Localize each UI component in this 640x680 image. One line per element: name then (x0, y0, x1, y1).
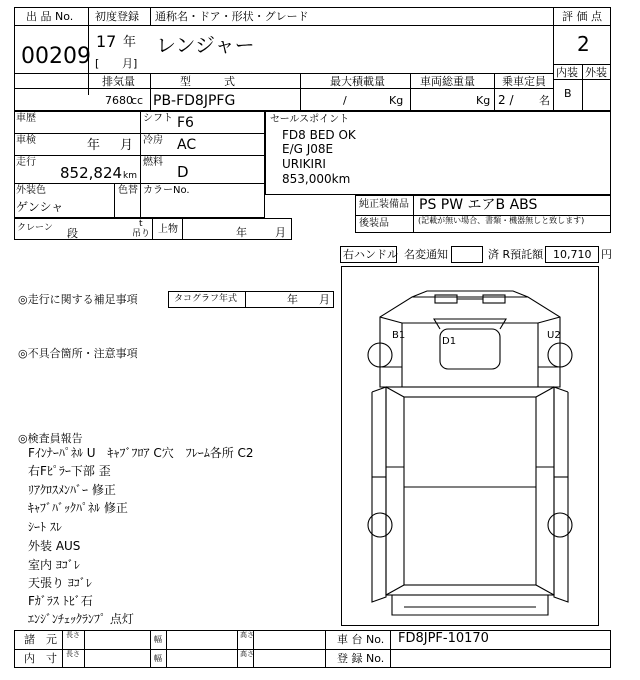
inspector-line: 右Fﾋﾟﾗｰ下部 歪 (28, 464, 111, 478)
truck-diagram (341, 266, 599, 626)
upper-month: 月 (275, 226, 286, 239)
capacity-value: 2 / (498, 93, 514, 107)
year-unit: 年 (123, 35, 137, 50)
gross-weight-unit: Kg (476, 94, 491, 107)
shift-label: シフト (143, 113, 173, 124)
lot-no: 00209 (21, 44, 91, 69)
inspector-line: Fｲﾝﾅｰﾊﾟﾈﾙ U ｷｬﾌﾞﾌﾛｱ C穴 ﾌﾚｰﾑ各所 C2 (28, 446, 254, 460)
sales-point-line: 853,000km (282, 172, 351, 186)
cc-unit: cc (131, 94, 144, 107)
first-reg-label: 初度登録 (95, 10, 139, 23)
damage-label-d1: D1 (442, 336, 457, 347)
sales-point-line: FD8 BED OK (282, 128, 356, 142)
exterior-color: ゲンシャ (16, 200, 64, 214)
fuel-value: D (177, 163, 189, 181)
shift-value: F6 (177, 115, 194, 131)
deposit-label: 済 R預託額 (488, 248, 544, 261)
inspector-report-label: ◎検査員報告 (18, 432, 83, 445)
exterior-grade-label: 外装 (585, 66, 607, 79)
exterior-color-label: 外装色 (16, 185, 46, 196)
rhd-label: 右ハンドル (343, 248, 398, 261)
inspector-line: 天張り ﾖｺﾞﾚ (28, 576, 92, 590)
ac-label: 冷房 (143, 135, 163, 146)
fuel-label: 燃料 (143, 157, 163, 168)
inspector-line: ﾘｱｸﾛｽﾒﾝﾊﾞｰ 修正 (28, 483, 116, 497)
interior-height-label: 高さ (240, 650, 254, 658)
truck-outline (342, 267, 598, 625)
interior-grade: B (564, 87, 572, 100)
mileage-value: 852,824 (60, 164, 123, 182)
interior-grade-label: 内装 (556, 66, 578, 79)
crane-label: クレーン (17, 223, 53, 233)
chassis-no: FD8JPF-10170 (398, 631, 489, 646)
after-parts-note: (記載が無い場合、書類・機器無しと致します) (418, 216, 585, 225)
name-change-box (451, 246, 483, 263)
crane-steps: 段 (67, 227, 78, 240)
after-parts-label: 後装品 (359, 218, 389, 229)
upper-year: 年 (236, 226, 247, 239)
chassis-no-label: 車 台 No. (337, 633, 385, 646)
inspection-month: 月 (120, 138, 134, 153)
gross-weight-label: 車両総重量 (420, 75, 475, 88)
interior-dims-label: 内 寸 (24, 652, 57, 665)
sales-point-line: E/G J08E (282, 142, 334, 156)
upper-body-label: 上物 (158, 224, 178, 235)
max-load-value: / (343, 94, 347, 107)
inspector-line: Fｶﾞﾗｽ ﾄﾋﾞ石 (28, 594, 93, 608)
color-change-label: 色替 (118, 185, 138, 196)
inspector-line: ｷｬﾌﾞﾊﾞｯｸﾊﾟﾈﾙ 修正 (28, 501, 128, 515)
capacity-label: 乗車定員 (502, 75, 546, 88)
first-reg-year: 17 (96, 32, 117, 51)
month-bracket-open: [ (95, 57, 100, 70)
capacity-unit: 名 (539, 94, 550, 107)
km-unit: km (123, 171, 137, 181)
grade-label: 評 価 点 (562, 10, 602, 23)
damage-label-b1: B1 (392, 330, 406, 341)
sales-points-label: セールスポイント (270, 114, 350, 125)
max-load-label: 最大積載量 (330, 75, 385, 88)
inspector-line: 外装 AUS (28, 539, 81, 553)
deposit-value: 10,710 (553, 248, 592, 261)
displacement: 7680 (105, 94, 133, 107)
tacho-month: 月 (319, 293, 330, 306)
inspection-year: 年 (87, 138, 101, 153)
dims-length-label: 長さ (66, 631, 80, 639)
lot-no-label: 出 品 No. (26, 10, 74, 23)
interior-length-label: 長さ (66, 650, 80, 658)
crane-row (14, 218, 292, 240)
ac-value: AC (177, 137, 197, 153)
name-change-label: 名変通知 (404, 248, 448, 261)
type-code: PB-FD8JPFG (153, 93, 236, 109)
history-label: 車歴 (16, 113, 36, 124)
damage-label-u2: U2 (547, 330, 561, 341)
registration-no-label: 登 録 No. (337, 652, 385, 665)
type-label: 型 式 (180, 75, 235, 88)
dims-width-label: 幅 (154, 635, 162, 644)
interior-width-label: 幅 (154, 654, 162, 663)
color-code-label: カラーNo. (143, 185, 190, 196)
overall-grade: 2 (577, 32, 590, 56)
mileage-label: 走行 (16, 157, 36, 168)
equipment-value: PS PW エアB ABS (419, 197, 538, 213)
inspection-label: 車検 (16, 135, 36, 146)
tacho-label: タコグラフ年式 (174, 294, 238, 304)
inspector-line: ｼｰﾄ ｽﾚ (28, 520, 62, 534)
model-name: レンジャー (156, 33, 255, 57)
displacement-label: 排気量 (102, 75, 135, 88)
dims-height-label: 高さ (240, 631, 254, 639)
sales-point-line: URIKIRI (282, 157, 326, 171)
crane-ton: t (139, 219, 143, 229)
max-load-unit: Kg (389, 94, 404, 107)
dims-label: 諸 元 (24, 633, 57, 646)
crane-hang: 吊り (132, 229, 151, 239)
model-label: 通称名・ドア・形状・グレード (155, 10, 309, 23)
inspector-line: ｴﾝｼﾞﾝﾁｪｯｸﾗﾝﾌﾟ 点灯 (28, 612, 134, 626)
defects-label: ◎不具合箇所・注意事項 (18, 347, 138, 360)
month-unit: 月] (122, 57, 138, 70)
equipment-label: 純正装備品 (359, 199, 409, 210)
tacho-year: 年 (287, 293, 298, 306)
yen-unit: 円 (601, 248, 612, 261)
inspector-line: 室内 ﾖｺﾞﾚ (28, 558, 80, 572)
running-notes-label: ◎走行に関する補足事項 (18, 293, 138, 306)
